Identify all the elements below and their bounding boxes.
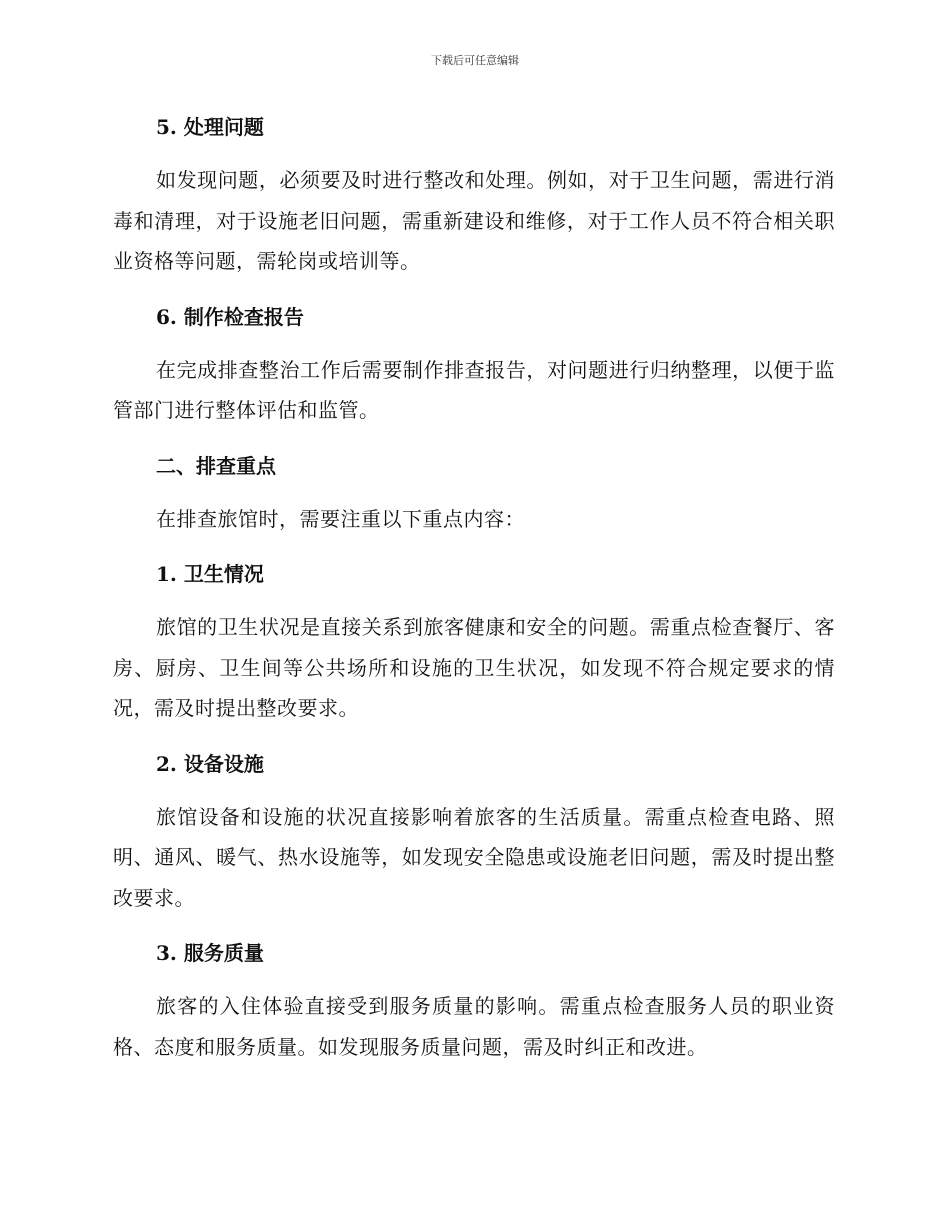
section-heading-inspection-focus: 二、排查重点 <box>156 453 276 478</box>
section-heading-facilities: 2. 设备设施 <box>156 751 264 776</box>
paragraph-inspection-focus-intro: 在排查旅馆时，需要注重以下重点内容： <box>156 506 525 531</box>
section-heading-hygiene: 1. 卫生情况 <box>156 562 264 586</box>
header-note: 下载后可任意编辑 <box>431 54 519 67</box>
section-heading-inspection-report: 6. 制作检查报告 <box>156 304 304 329</box>
paragraph-inspection-report: 在完成排查整治工作后需要制作排查报告，对问题进行归纳整理，以便于监管部门进行整体评估和监管。 <box>113 357 835 422</box>
paragraph-hygiene: 旅馆的卫生状况是直接关系到旅客健康和安全的问题。需重点检查餐厅、客房、厨房、卫生间等公共场所和设施的卫生状况，如发现不符合规定要求的情况，需及时提出整改要求。 <box>113 615 835 720</box>
paragraph-facilities: 旅馆设备和设施的状况直接影响着旅客的生活质量。需重点检查电路、照明、通风、暖气、热水设施等，如发现安全隐患或设施老旧问题，需及时提出整改要求。 <box>113 804 835 910</box>
paragraph-process-issues: 如发现问题，必须要及时进行整改和处理。例如，对于卫生问题，需进行消毒和清理，对于设施老旧问题，需重新建设和维修，对于工作人员不符合相关职业资格等问题，需轮岗或培训等。 <box>113 168 835 273</box>
paragraph-service-quality: 旅客的入住体验直接受到服务质量的影响。需重点检查服务人员的职业资格、态度和服务质量。如发现服务质量问题，需及时纠正和改进。 <box>113 994 835 1059</box>
document-body <box>113 105 835 1080</box>
section-heading-service-quality: 3. 服务质量 <box>156 941 264 965</box>
section-heading-process-issues: 5. 处理问题 <box>156 115 264 139</box>
